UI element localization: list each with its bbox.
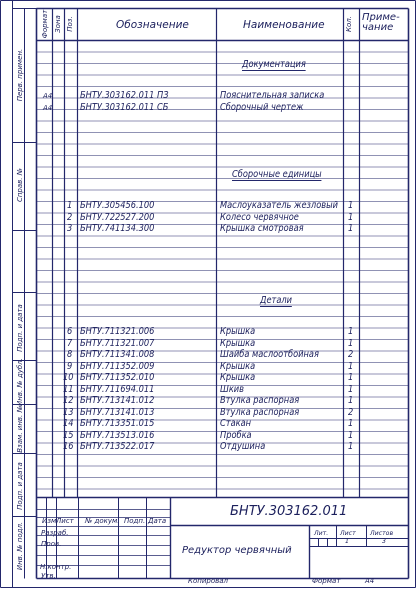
part-name: Крышка <box>220 337 256 349</box>
assembly-qty: 1 <box>348 223 354 234</box>
part-pos: 16 <box>63 441 74 452</box>
part-designation: БНТУ.713351.015 <box>80 418 155 429</box>
header-designation: Обозначение <box>116 19 189 31</box>
footer-format-value: А4 <box>365 577 375 585</box>
assembly-pos: 1 <box>67 200 73 211</box>
doc-format: А4 <box>43 103 53 112</box>
part-designation: БНТУ.713522.017 <box>80 441 155 452</box>
label-original-inv: Инв. № подл. <box>16 521 24 571</box>
tb-sheets-label: Листов <box>370 530 394 537</box>
part-designation: БНТУ.711321.007 <box>80 337 155 349</box>
part-designation: БНТУ.711694.011 <box>80 383 155 395</box>
footer-copied: Копировал <box>188 577 228 585</box>
header-format: Формат <box>41 9 49 39</box>
part-pos: 7 <box>67 337 73 349</box>
header-pos: Поз. <box>66 16 74 32</box>
part-designation: БНТУ.711321.006 <box>80 326 155 337</box>
tb-sheet-value: 1 <box>345 538 349 545</box>
label-first-use: Перв. примен. <box>16 48 24 102</box>
assembly-designation: БНТУ.741134.300 <box>80 223 155 234</box>
part-pos: 6 <box>67 326 73 337</box>
tb-col-izm: Изм <box>42 517 57 525</box>
doc-designation: БНТУ.303162.011 СБ <box>80 101 169 113</box>
assembly-qty: 1 <box>348 211 354 223</box>
section-parts: Детали <box>260 295 293 306</box>
part-pos: 13 <box>63 406 74 418</box>
doc-designation: БНТУ.303162.011 ПЗ <box>80 90 169 101</box>
part-designation: БНТУ.713513.016 <box>80 429 155 441</box>
part-name: Отдушина <box>220 441 266 452</box>
tb-col-doc-no: № докум. <box>85 517 120 525</box>
header-note: Приме-чание <box>362 12 400 33</box>
part-qty: 1 <box>348 395 354 406</box>
part-name: Шкив <box>220 383 245 395</box>
part-qty: 1 <box>348 429 354 441</box>
part-designation: БНТУ.711352.010 <box>80 372 155 383</box>
label-signature-date-1: Подп. и дата <box>16 304 24 352</box>
part-qty: 1 <box>348 337 354 349</box>
assembly-name: Маслоуказатель жезловый <box>220 200 338 211</box>
part-pos: 12 <box>63 395 74 406</box>
part-qty: 1 <box>348 326 354 337</box>
header-zone: Зона <box>54 15 62 33</box>
part-pos: 14 <box>63 418 74 429</box>
part-name: Втулка распорная <box>220 406 300 418</box>
part-pos: 11 <box>63 383 74 395</box>
part-qty: 1 <box>348 360 354 372</box>
label-replaced-inv: Взам. инв. № <box>16 405 24 453</box>
header-name: Наименование <box>243 19 325 31</box>
assembly-pos: 3 <box>67 223 73 234</box>
part-qty: 2 <box>348 406 354 418</box>
tb-document-code: БНТУ.303162.011 <box>230 504 348 519</box>
part-pos: 9 <box>67 360 73 372</box>
part-qty: 1 <box>348 383 354 395</box>
assembly-name: Крышка смотровая <box>220 223 304 234</box>
part-designation: БНТУ.713141.013 <box>80 406 155 418</box>
assembly-designation: БНТУ.722527.200 <box>80 211 155 223</box>
tb-role-norm-control: Н.контр. <box>40 563 72 571</box>
assembly-pos: 2 <box>67 211 73 223</box>
tb-sheet-label: Лист <box>340 530 356 537</box>
part-pos: 10 <box>63 372 74 383</box>
part-name: Пробка <box>220 429 252 441</box>
part-name: Крышка <box>220 372 256 383</box>
part-qty: 2 <box>348 349 354 360</box>
assembly-qty: 1 <box>348 200 354 211</box>
part-pos: 15 <box>63 429 74 441</box>
label-reference-no: Справ. № <box>16 167 24 203</box>
section-assembly-units: Сборочные единицы <box>232 169 322 180</box>
tb-col-date: Дата <box>148 517 167 525</box>
footer-format-label: Формат <box>312 577 341 585</box>
tb-role-checker: Пров. <box>41 540 62 548</box>
part-designation: БНТУ.711341.008 <box>80 349 155 360</box>
tb-role-approved: Утв. <box>41 572 56 580</box>
doc-format: А4 <box>43 92 53 100</box>
part-qty: 1 <box>348 372 354 383</box>
tb-role-developer: Разраб. <box>41 529 69 537</box>
header-qty: Кол. <box>345 16 353 32</box>
label-signature-date-2: Подп. и дата <box>16 462 24 510</box>
doc-name: Пояснительная записка <box>220 90 325 101</box>
part-pos: 8 <box>67 349 73 360</box>
part-qty: 1 <box>348 418 354 429</box>
tb-col-list: Лист <box>56 517 74 525</box>
assembly-designation: БНТУ.305456.100 <box>80 200 155 211</box>
assembly-name: Колесо червячное <box>220 211 299 223</box>
tb-sheets-value: 3 <box>382 538 386 545</box>
section-documentation: Документация <box>242 59 306 70</box>
part-qty: 1 <box>348 441 354 452</box>
part-name: Крышка <box>220 360 256 372</box>
label-duplicate-inv: Инв. № дубл. <box>16 358 24 406</box>
part-name: Стакан <box>220 418 252 429</box>
part-name: Крышка <box>220 326 256 337</box>
part-name: Шайба маслоотбойная <box>220 349 319 360</box>
tb-title: Редуктор червячный <box>182 545 292 556</box>
part-designation: БНТУ.711352.009 <box>80 360 155 372</box>
part-name: Втулка распорная <box>220 395 300 406</box>
doc-name: Сборочный чертеж <box>220 101 304 113</box>
tb-lit-label: Лит. <box>314 530 329 537</box>
tb-col-signature: Подп. <box>124 517 146 525</box>
part-designation: БНТУ.713141.012 <box>80 395 155 406</box>
